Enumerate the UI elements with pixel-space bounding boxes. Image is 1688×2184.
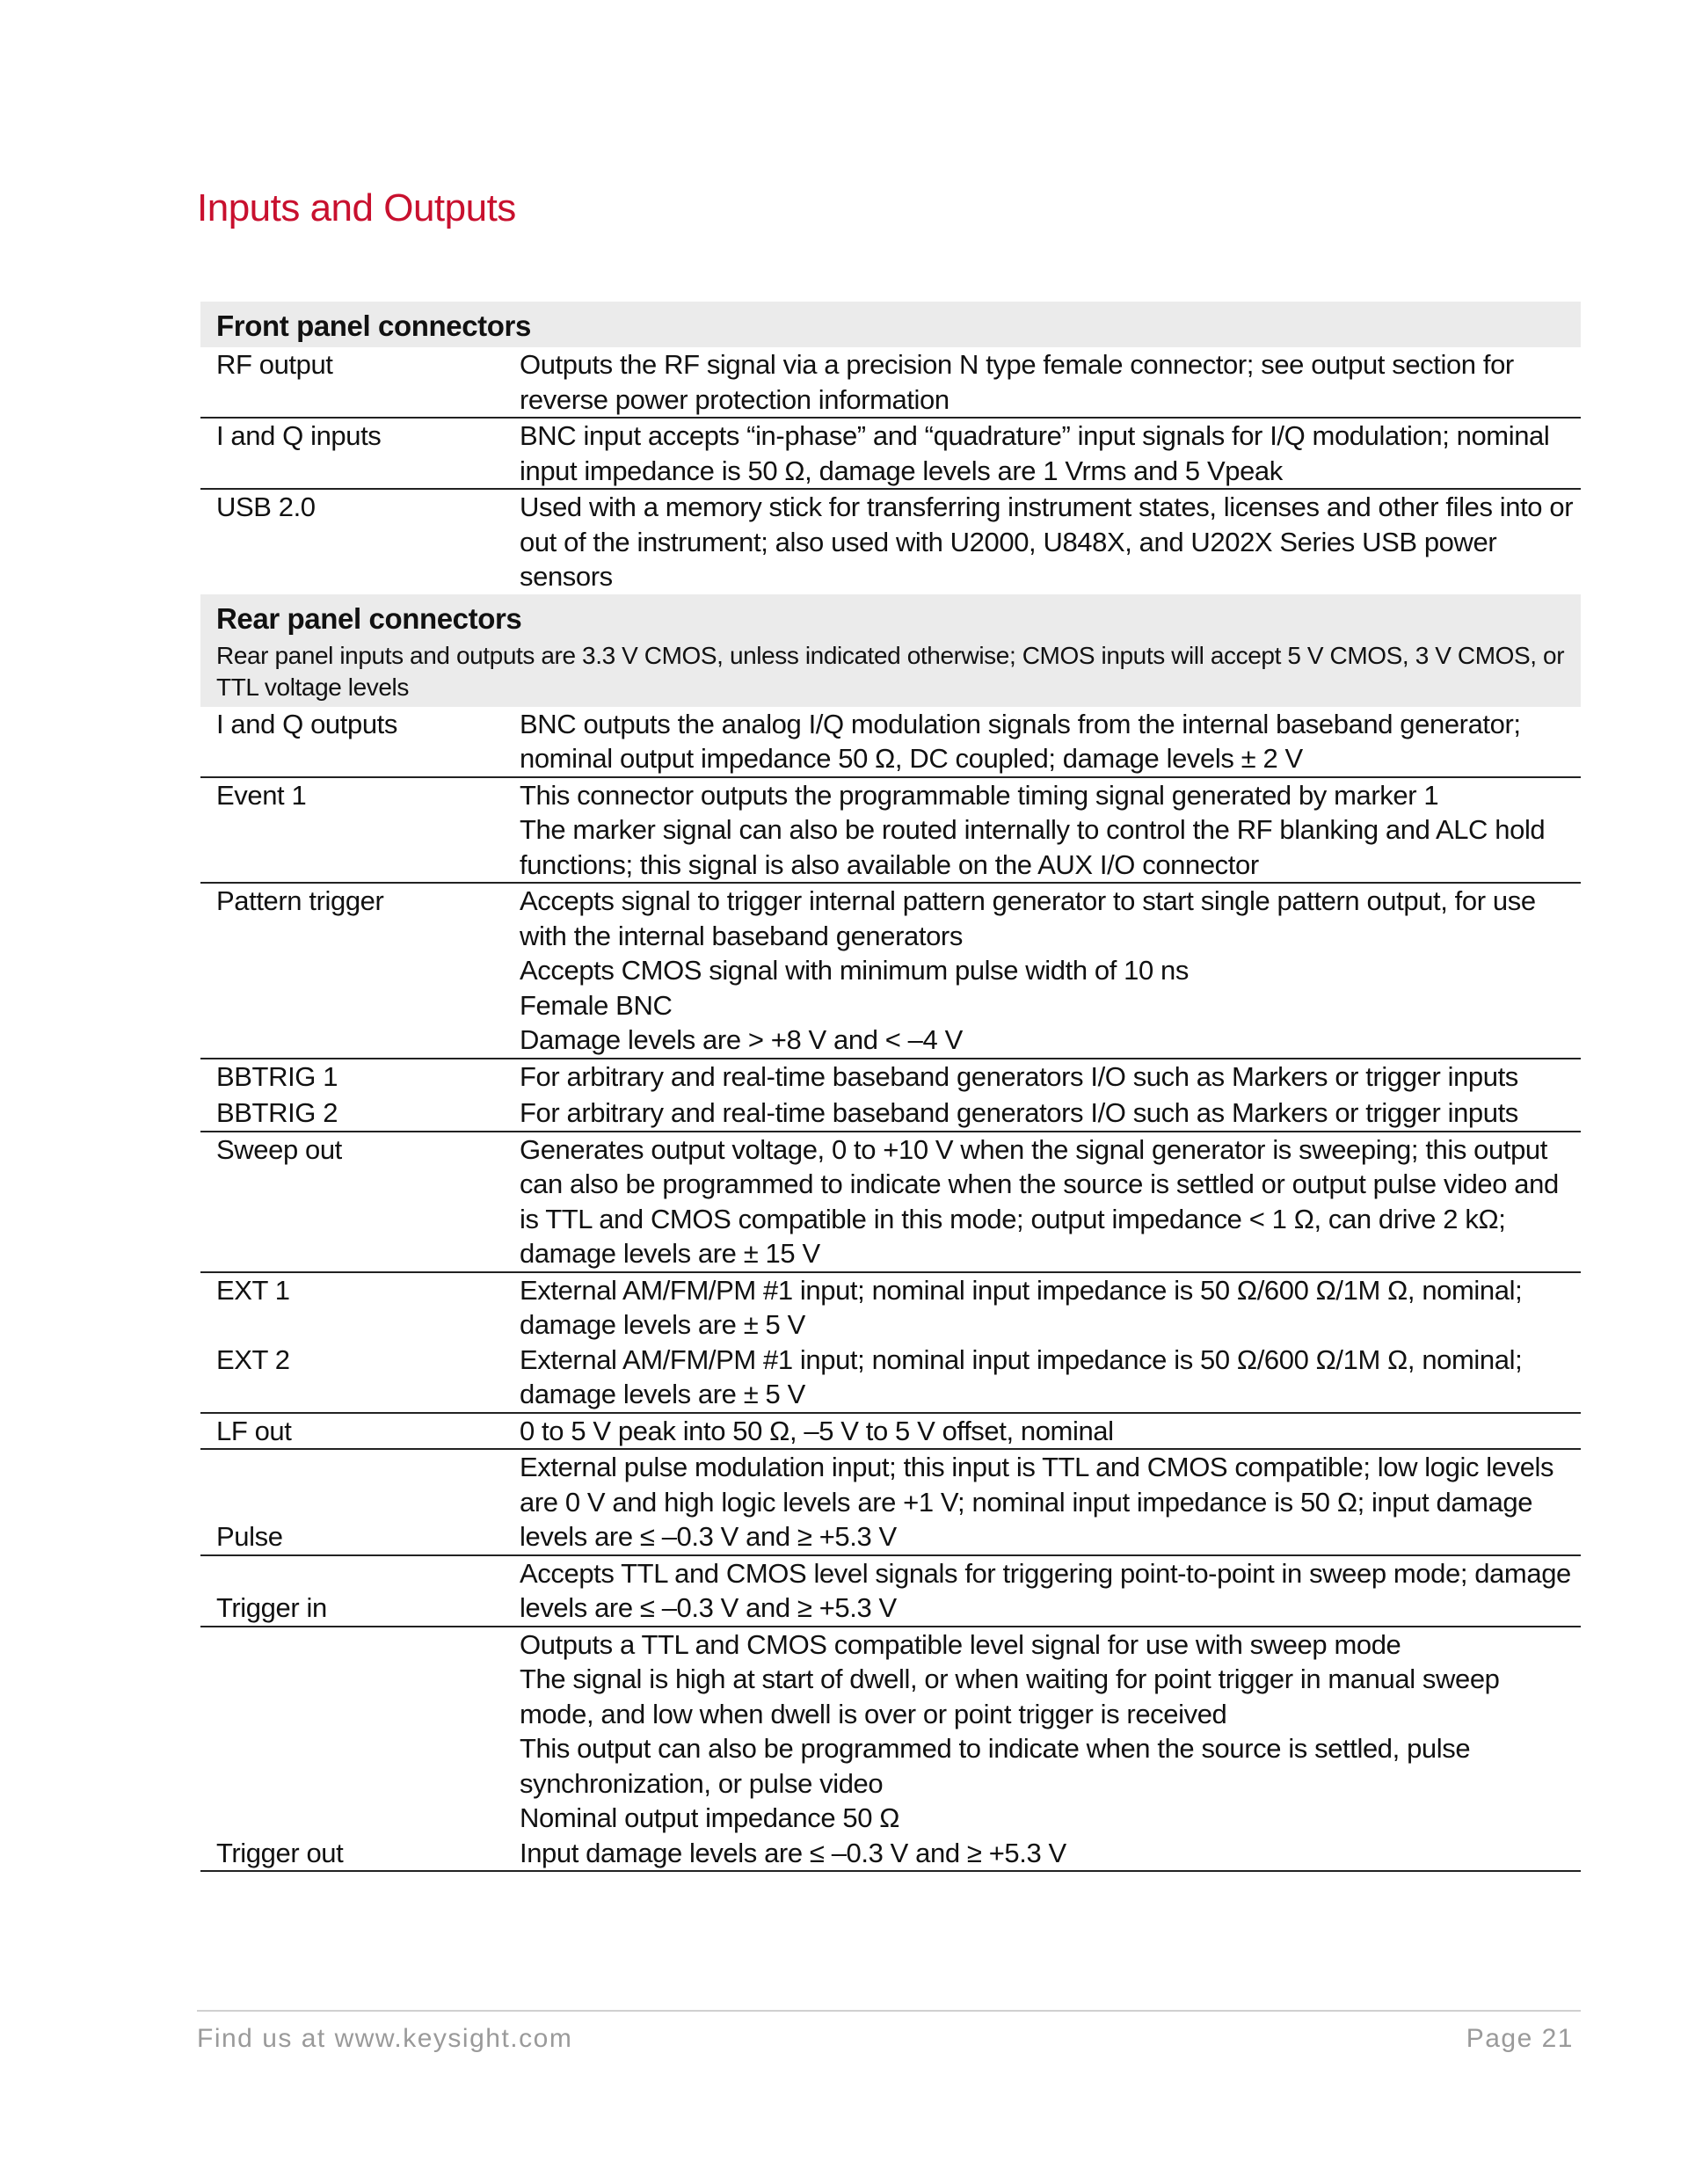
footer-website-link[interactable]: Find us at www.keysight.com xyxy=(197,2024,573,2053)
spec-name: Pattern trigger xyxy=(216,885,384,916)
spec-name: I and Q outputs xyxy=(216,708,397,739)
spec-desc xyxy=(520,1627,1581,1871)
spec-desc xyxy=(520,347,1581,417)
desc-line: Female BNC xyxy=(520,989,673,1021)
spec-row-iq-inputs xyxy=(200,419,1581,490)
spec-desc xyxy=(520,1450,1581,1554)
desc-line: Accepts CMOS signal with minimum pulse width of 10 ns xyxy=(520,955,1189,986)
spec-row-lf-out xyxy=(200,1414,1581,1451)
desc-line: Nominal output impedance 50 Ω xyxy=(520,1802,900,1833)
spec-desc xyxy=(520,1132,1581,1271)
front-panel-title: Front panel connectors xyxy=(216,309,531,342)
spec-desc xyxy=(520,1414,1581,1449)
spec-name: BBTRIG 2 xyxy=(216,1097,338,1128)
spec-name: USB 2.0 xyxy=(216,491,316,522)
spec-row-pattern-trigger xyxy=(200,884,1581,1059)
spec-row-usb xyxy=(200,490,1581,594)
desc-line: External AM/FM/PM #1 input; nominal input impedance is 50 Ω/600 Ω/1M Ω, nominal; damage levels are ± 5 V xyxy=(520,1274,1523,1340)
desc-line: This output can also be programmed to indicate when the source is settled, pulse synchronization, or pulse video xyxy=(520,1733,1471,1799)
front-panel-header xyxy=(200,302,1581,347)
desc-line: The signal is high at start of dwell, or when waiting for point trigger in manual sweep mode, and low when dwell is over or point trigger is received xyxy=(520,1663,1500,1729)
spec-name: Event 1 xyxy=(216,779,307,811)
spec-desc xyxy=(520,707,1581,776)
desc-line: Input damage levels are ≤ –0.3 V and ≥ +5.3 V xyxy=(520,1837,1066,1868)
spec-name: RF output xyxy=(216,349,333,380)
footer-divider xyxy=(197,2010,1581,2012)
desc-line: Generates output voltage, 0 to +10 V when the signal generator is sweeping; this output can also be programmed to indicate when the source is settled or output pulse video and is TTL and CMOS compatible in this mode; output impedance < 1 Ω, can drive 2 kΩ; damage levels are ± 15 V xyxy=(520,1133,1559,1269)
spec-name: LF out xyxy=(216,1415,292,1446)
spec-row-rf-output xyxy=(200,347,1581,419)
spec-desc xyxy=(520,1273,1581,1343)
spec-row-pulse xyxy=(200,1450,1581,1556)
desc-line: Damage levels are > +8 V and < –4 V xyxy=(520,1024,963,1055)
footer-page-number: Page 21 xyxy=(1466,2024,1574,2053)
desc-line: External AM/FM/PM #1 input; nominal input impedance is 50 Ω/600 Ω/1M Ω, nominal; damage levels are ± 5 V xyxy=(520,1343,1523,1409)
desc-line: For arbitrary and real-time baseband generators I/O such as Markers or trigger inputs xyxy=(520,1097,1518,1128)
spec-name: Trigger in xyxy=(216,1592,327,1623)
desc-line: Accepts TTL and CMOS level signals for triggering point-to-point in sweep mode; damage levels are ≤ –0.3 V and ≥ +5.3 V xyxy=(520,1557,1571,1623)
desc-line: For arbitrary and real-time baseband generators I/O such as Markers or trigger inputs xyxy=(520,1060,1518,1092)
spec-row-bbtrig-1 xyxy=(200,1059,1581,1096)
spec-name: BBTRIG 1 xyxy=(216,1060,338,1092)
rear-panel-title: Rear panel connectors xyxy=(216,601,522,635)
desc-line: Accepts signal to trigger internal pattern generator to start single pattern output, for use with the internal baseband generators xyxy=(520,885,1536,951)
desc-line: The marker signal can also be routed internally to control the RF blanking and ALC hold functions; this signal is also available on the AUX I/O connector xyxy=(520,814,1546,880)
spec-row-trigger-out xyxy=(200,1627,1581,1873)
spec-desc xyxy=(520,490,1581,594)
spec-row-ext-2 xyxy=(200,1343,1581,1414)
rear-panel-note: Rear panel inputs and outputs are 3.3 V CMOS, unless indicated otherwise; CMOS inputs will accept 5 V CMOS, 3 V CMOS, or TTL voltage levels xyxy=(216,641,1565,701)
spec-name: Trigger out xyxy=(216,1837,344,1868)
spec-desc xyxy=(520,778,1581,883)
page-title: Inputs and Outputs xyxy=(197,186,516,229)
desc-line: Outputs the RF signal via a precision N type female connector; see output section for reverse power protection information xyxy=(520,349,1514,415)
desc-line: 0 to 5 V peak into 50 Ω, –5 V to 5 V offset, nominal xyxy=(520,1415,1114,1446)
desc-line: BNC outputs the analog I/Q modulation signals from the internal baseband generator; nominal output impedance 50 Ω, DC coupled; damage levels ± 2 V xyxy=(520,708,1521,774)
spec-desc xyxy=(520,1343,1581,1412)
spec-name: EXT 1 xyxy=(216,1274,290,1306)
connectors-table xyxy=(200,302,1581,1872)
spec-row-sweep-out xyxy=(200,1132,1581,1273)
spec-desc xyxy=(520,884,1581,1058)
spec-desc xyxy=(520,1556,1581,1626)
spec-desc xyxy=(520,1059,1581,1095)
spec-name: Pulse xyxy=(216,1521,283,1552)
spec-row-bbtrig-2 xyxy=(200,1096,1581,1132)
desc-line: Used with a memory stick for transferring instrument states, licenses and other files into or out of the instrument; also used with U2000, U848X, and U202X Series USB power sensors xyxy=(520,491,1574,592)
desc-line: Outputs a TTL and CMOS compatible level signal for use with sweep mode xyxy=(520,1628,1401,1660)
spec-name: I and Q inputs xyxy=(216,420,382,451)
spec-name: EXT 2 xyxy=(216,1343,290,1375)
spec-desc xyxy=(520,419,1581,488)
spec-row-trigger-in xyxy=(200,1556,1581,1627)
desc-line: This connector outputs the programmable timing signal generated by marker 1 xyxy=(520,779,1439,811)
rear-panel-header xyxy=(200,594,1581,707)
spec-row-event-1 xyxy=(200,778,1581,885)
spec-name: Sweep out xyxy=(216,1133,342,1165)
desc-line: External pulse modulation input; this input is TTL and CMOS compatible; low logic levels are 0 V and high logic levels are +1 V; nominal input impedance is 50 Ω; input damage levels are ≤ –0.3 V and ≥ +5.3 V xyxy=(520,1452,1554,1552)
spec-desc xyxy=(520,1096,1581,1131)
spec-row-ext-1 xyxy=(200,1273,1581,1343)
spec-row-iq-outputs xyxy=(200,707,1581,778)
desc-line: BNC input accepts “in-phase” and “quadrature” input signals for I/Q modulation; nominal input impedance is 50 Ω, damage levels are 1 Vrms and 5 Vpeak xyxy=(520,420,1550,486)
